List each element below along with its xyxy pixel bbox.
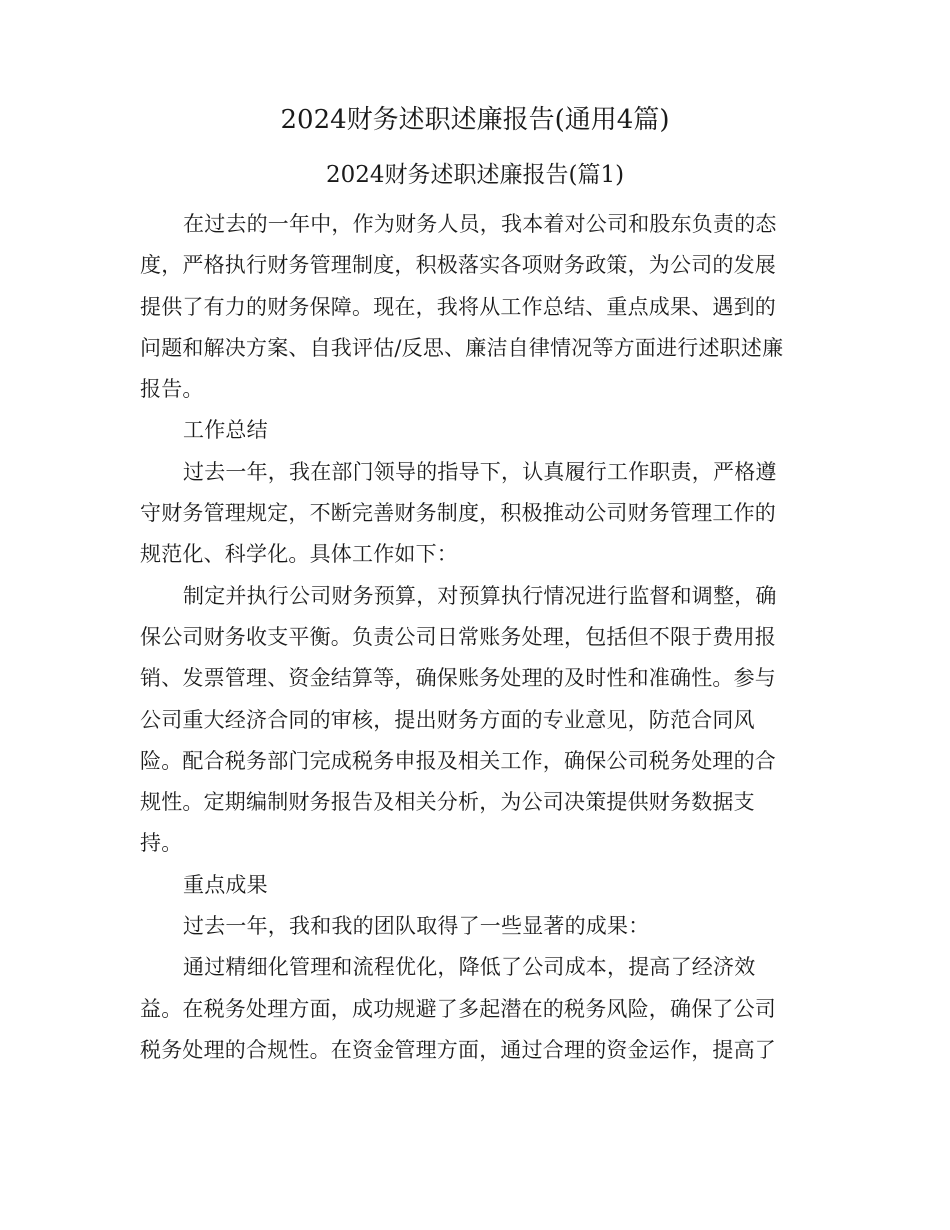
paragraph-line: 守财务管理规定，不断完善财务制度，积极推动公司财务管理工作的	[140, 501, 776, 526]
paragraph-line: 益。在税务处理方面，成功规避了多起潜在的税务风险，确保了公司	[140, 996, 776, 1021]
paragraph-line: 持。	[140, 831, 183, 856]
document-subtitle: 2024财务述职述廉报告(篇1)	[325, 162, 625, 188]
document-body	[140, 204, 805, 1071]
paragraph-line: 销、发票管理、资金结算等，确保账务处理的及时性和准确性。参与	[140, 666, 776, 691]
paragraph-line: 提供了有力的财务保障。现在，我将从工作总结、重点成果、遇到的	[140, 294, 776, 319]
paragraph-line: 报告。	[140, 377, 204, 402]
paragraph-line: 规范化、科学化。具体工作如下：	[140, 542, 458, 567]
paragraph-line: 保公司财务收支平衡。负责公司日常账务处理，包括但不限于费用报	[140, 624, 776, 649]
document-title: 2024财务述职述廉报告(通用4篇)	[280, 105, 670, 135]
paragraph-line: 过去一年，我和我的团队取得了一些显著的成果：	[183, 914, 650, 939]
section-heading: 工作总结	[183, 418, 268, 443]
section-heading: 重点成果	[183, 872, 268, 897]
paragraph-line: 制定并执行公司财务预算，对预算执行情况进行监督和调整，确	[183, 583, 777, 608]
paragraph-line: 过去一年，我在部门领导的指导下，认真履行工作职责，严格遵	[183, 459, 777, 484]
paragraph-line: 险。配合税务部门完成税务申报及相关工作，确保公司税务处理的合	[140, 748, 776, 773]
paragraph-line: 税务处理的合规性。在资金管理方面，通过合理的资金运作，提高了	[140, 1037, 776, 1062]
paragraph-line: 规性。定期编制财务报告及相关分析，为公司决策提供财务数据支	[140, 790, 755, 815]
paragraph-line: 通过精细化管理和流程优化，降低了公司成本，提高了经济效	[183, 955, 756, 980]
paragraph-line: 度，严格执行财务管理制度，积极落实各项财务政策，为公司的发展	[140, 253, 776, 278]
paragraph-line: 问题和解决方案、自我评估/反思、廉洁自律情况等方面进行述职述廉	[140, 335, 784, 360]
paragraph-line: 在过去的一年中，作为财务人员，我本着对公司和股东负责的态	[183, 212, 777, 236]
paragraph-line: 公司重大经济合同的审核，提出财务方面的专业意见，防范合同风	[140, 707, 755, 732]
